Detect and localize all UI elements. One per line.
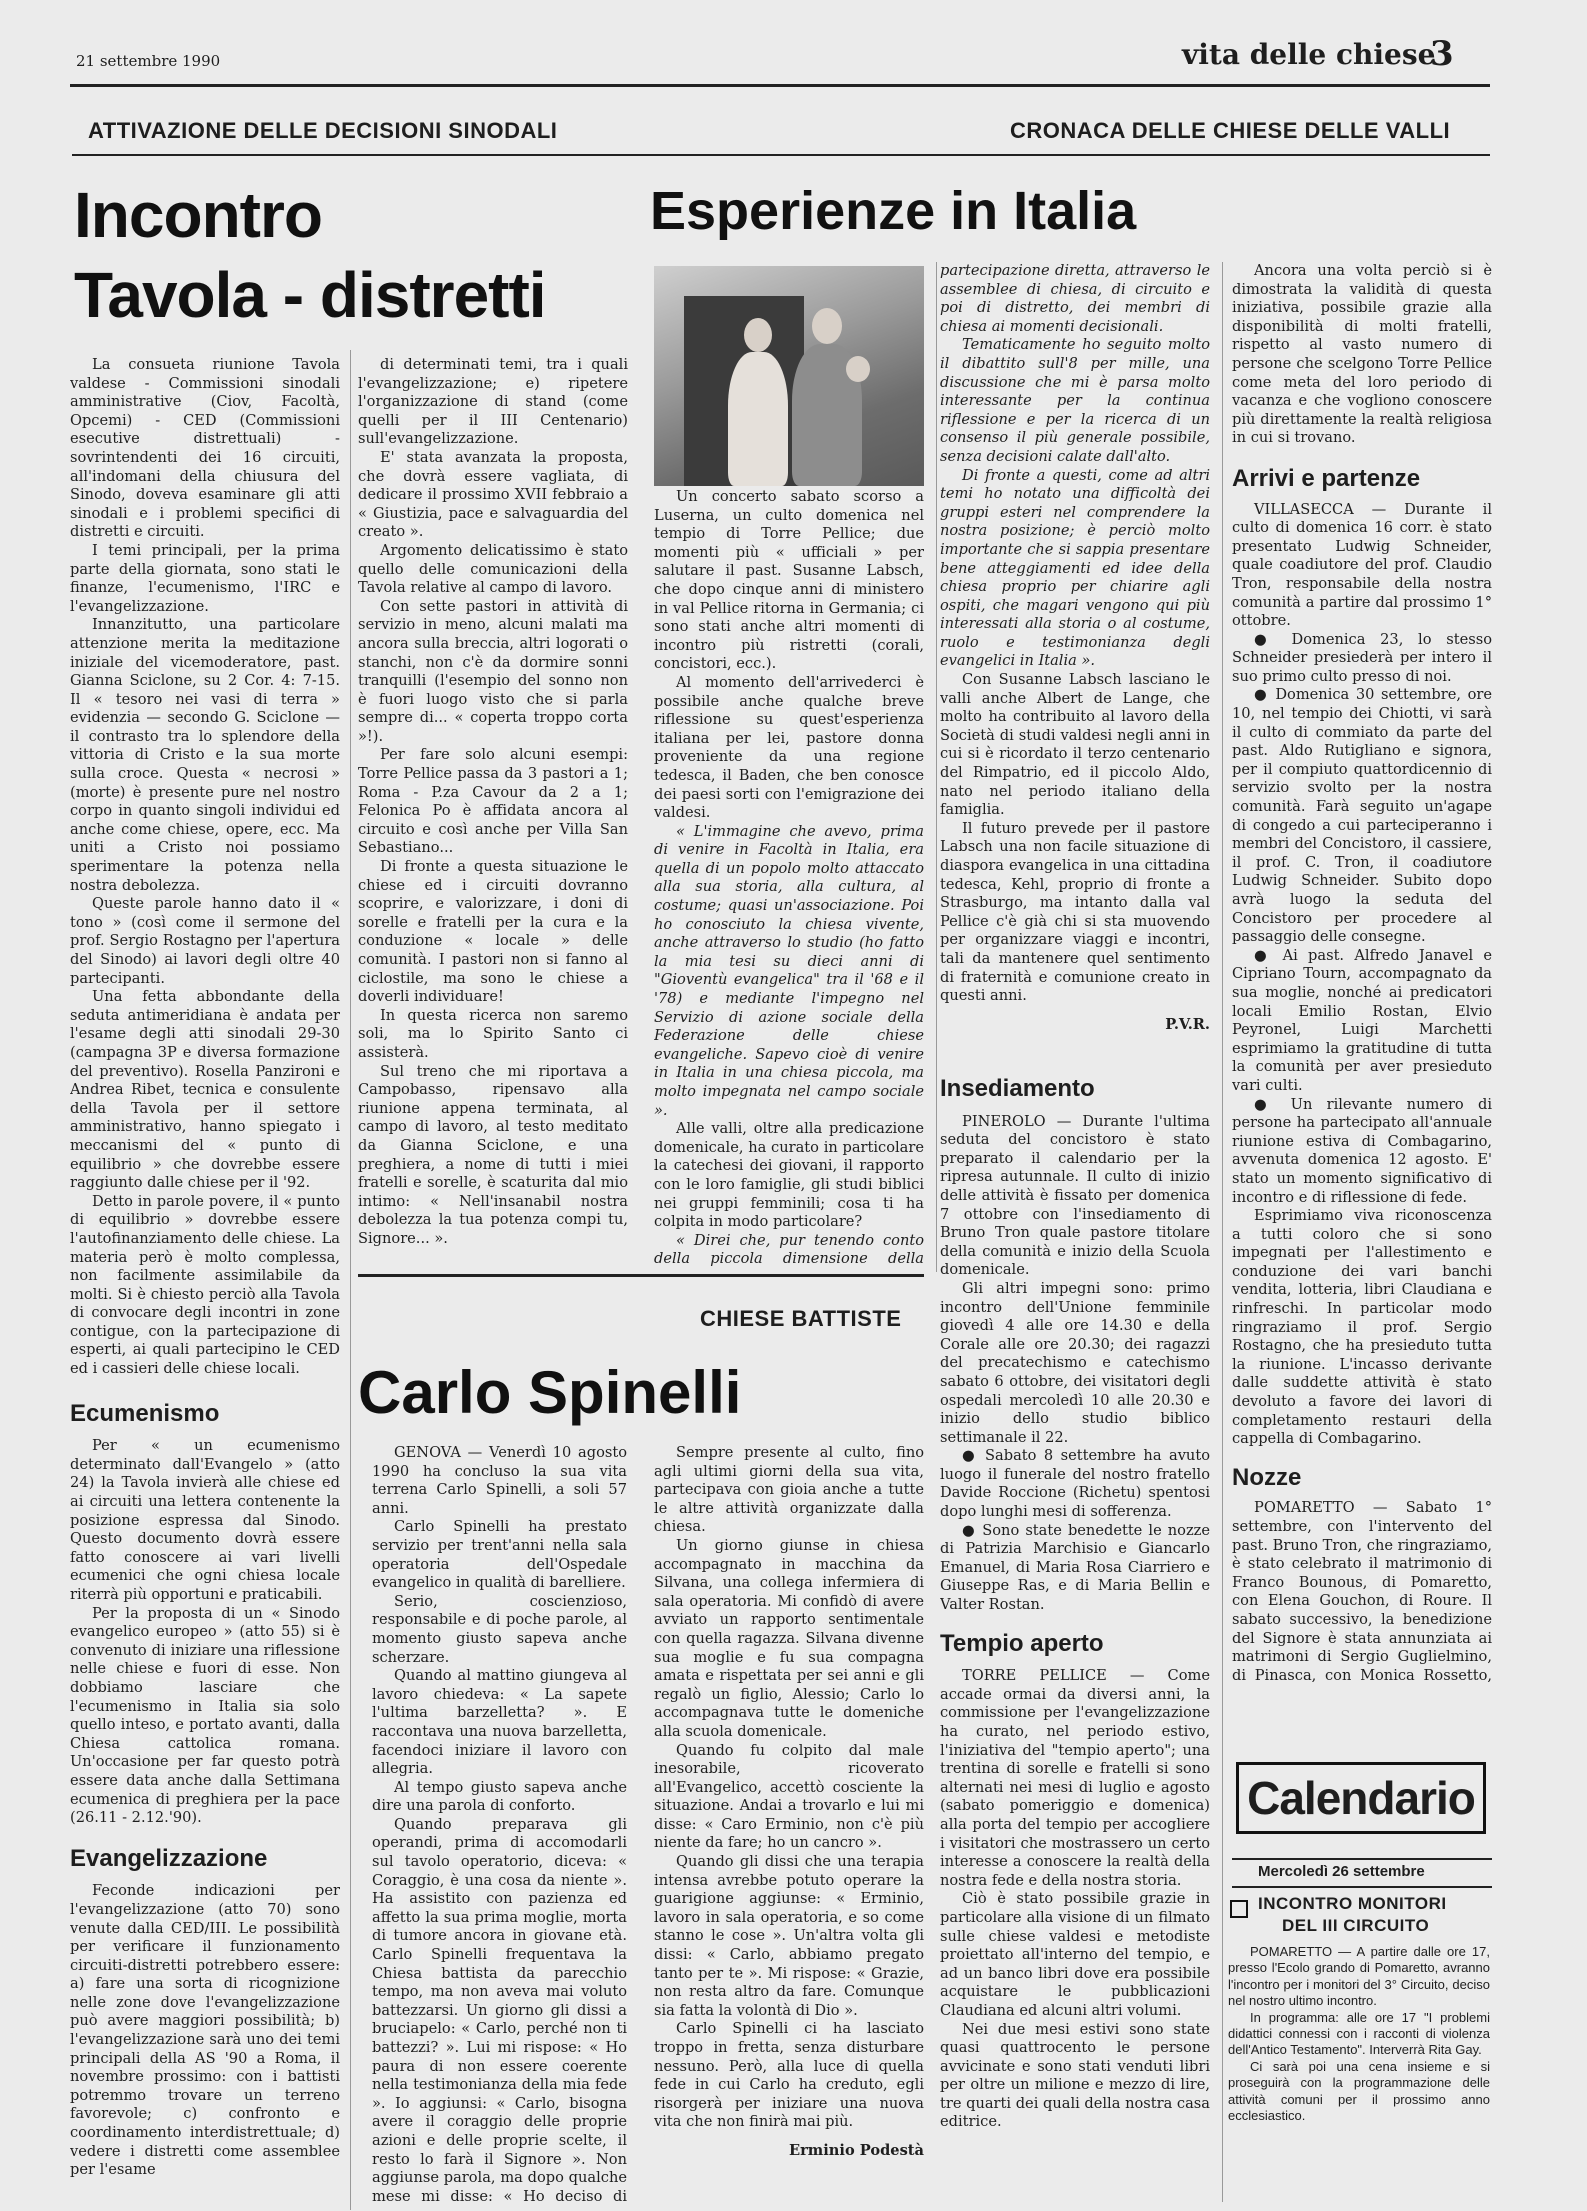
paragraph: Quando al mattino giungeva al lavoro chiedeva: « La sapete l'ultima barzelletta? ». E raccontava una nuova barzelletta, facendoci iniziare il lavoro con allegria.: [372, 1667, 627, 1778]
article1-title-2: Tavola - distretti: [74, 259, 546, 331]
paragraph: Ci sarà poi una cena insieme e si proseguirà con la programmazione delle attività comuni per il prossimo anno ecclesiastico.: [1228, 2058, 1490, 2124]
photo-person-1: [744, 318, 772, 352]
article2-author: P.V.R.: [1165, 1015, 1210, 1033]
paragraph: Carlo Spinelli ci ha lasciato troppo in fretta, senza disturbare nessuno. Però, alla luce di quella fede in cui Carlo ha creduto, egli risorgerà per iniziare una nuova vita che non finirà mai più.: [654, 2020, 924, 2131]
paragraph: Per la proposta di un « Sinodo evangelico europeo » (atto 55) si è convenuto di iniziare una riflessione nelle chiese e fuori di esse. Non dobbiamo lasciare che l'ecumenismo in Italia sia solo quello inteso, e portato avanti, dalla Chiesa cattolica romana. Un'occasione per far questo potrà essere data anche dalla Settimana ecumenica di preghiera per la pace (26.11 - 2.12.'90).: [70, 1604, 340, 1827]
paragraph: VILLASECCA — Durante il culto di domenica 16 corr. è stato presentato Ludwig Schneider, quale coadiutore del prof. Claudio Tron, responsabile della nostra comunità a partire dal prossimo 1° ottobre.: [1232, 500, 1492, 630]
paragraph: E' stata avanzata la proposta, che dovrà essere vagliata, di dedicare il prossimo XVII febbraio a « Giustizia, pace e salvaguardia del creato ».: [358, 448, 628, 541]
quote-paragraph: « Direi che, pur tenendo conto della piccola dimensione della: [654, 1231, 924, 1268]
paragraph: Alle valli, oltre alla predicazione domenicale, ha curato in particolare la catechesi dei giovani, il rapporto con le loro famiglie, gli studi biblici nei gruppi femminili; cosa ti ha colpita in modo particolare?: [654, 1120, 924, 1231]
photo-person-1-body: [728, 352, 788, 486]
paragraph: Un concerto sabato scorso a Luserna, un culto domenica nel tempio di Torre Pellice; due momenti più « ufficiali » per salutare il past. Susanne Labsch, che dopo cinque anni di ministero in val Pellice ritorna in Germania; ci sono stati anche altri momenti di incontro più ristretti (corali, concistori, ecc.).: [654, 488, 924, 673]
paragraph: Serio, coscienzioso, responsabile e di poche parole, al momento giusto sapeva anche scherzare.: [372, 1592, 627, 1666]
photo-child: [846, 356, 870, 382]
calendario-text: [1228, 1944, 1490, 2206]
photo-labsch-family: [654, 266, 924, 486]
spinelli-column-1: [372, 1444, 627, 2204]
paragraph: Una fetta abbondante della seduta antimeridiana è andata per l'esame degli atti sinodali 29-30 (campagna 3P e diversa formazione del preventivo). Rosella Panzironi e Andrea Ribet, tecnica e consulente della Tavola per il settore amministrativo, hanno spiegato i meccanismi del « punto di equilibrio » che dovrebbe essere raggiunto dalle chiese per il '92.: [70, 988, 340, 1192]
paragraph: Sempre presente al culto, fino agli ultimi giorni della sua vita, partecipava con gioia anche a tutte le altre attività organizzate dalla chiesa.: [654, 1444, 924, 1536]
divider-article2: [936, 262, 937, 1272]
paragraph: Ancora una volta perciò si è dimostrata la validità di questa iniziativa, possibile grazie alla disponibilità di molti fratelli, rispetto al vasto numero di persone che scelgono Torre Pellice come meta del loro periodo di vacanza e che vogliono conoscere più direttamente la realtà religiosa in cui si trovano.: [1232, 262, 1492, 447]
heading-insediamento: Insediamento: [940, 1075, 1095, 1102]
paragraph: Innanzitutto, una particolare attenzione merita la meditazione iniziale del vicemoderatore, past. Gianna Sciclone, su 2 Cor. 4: 7-15. Il « tesoro nei vasi di terra » evidenzia — secondo G. Sciclone — il contrasto tra lo splendore della vittoria di Cristo e la sua morte sulla croce. Questa « necrosi » (morte) è presente pure nel nostro corpo in quanto singoli individui ed anche come chiese, opere, ecc. Ma uniti a Cristo noi possiamo sperimentare la potenza nella nostra debolezza.: [70, 616, 340, 894]
paragraph: Per fare solo alcuni esempi: Torre Pellice passa da 3 pastori a 1; Roma - P.za Cavour da 2 a 1; Felonica Po è affidata ancora al circuito e così anche per Villa San Sebastiano...: [358, 746, 628, 857]
calendario-rule: [1232, 1858, 1492, 1860]
paragraph: Con sette pastori in attività di servizio in meno, alcuni malati ma ancora sulla breccia, altri logorati o stanchi, non c'è da dormire sonni tranquilli (l'esempio del sonno non è fuori luogo visto che si parla sempre di... « coperta troppo corta »!).: [358, 597, 628, 745]
calendario-event-title-2: DEL III CIRCUITO: [1282, 1916, 1430, 1935]
paragraph: Al tempo giusto sapeva anche dire una parola di conforto.: [372, 1778, 627, 1815]
quote-paragraph: partecipazione diretta, attraverso le assemblee di chiesa, di circuito e poi di distretto, dei membri di chiesa ai momenti decisionali.: [940, 262, 1210, 335]
article1-column-1: [70, 356, 340, 2211]
paragraph: ● Un rilevante numero di persone ha partecipato all'annuale riunione estiva di Combagarino, avvenuta domenica 12 agosto. E' stato un momento significativo di incontro e di riflessione di fede.: [1232, 1095, 1492, 1206]
paragraph: TORRE PELLICE — Come accade ormai da diversi anni, la commissione per l'evangelizzazione ha curato, nel periodo estivo, l'iniziativa del "tempio aperto"; una trentina di sorelle e fratelli si sono alternati nei mesi di luglio e agosto (sabato pomeriggio e domenica) alla porta del tempio per accogliere i visitatori che mostrassero un certo interesse a conoscere la realtà della nostra fede e della nostra storia.: [940, 1667, 1210, 1889]
heading-ecumenismo: Ecumenismo: [70, 1399, 220, 1427]
calendario-date: Mercoledì 26 settembre: [1258, 1863, 1425, 1880]
paragraph: I temi principali, per la prima parte della giornata, sono stati le finanze, l'ecumenismo, l'IRC e l'evangelizzazione.: [70, 541, 340, 615]
masthead-rule: [70, 84, 1490, 87]
chronicle-column-4: [1232, 262, 1492, 1682]
article2-column-2: [940, 262, 1210, 1062]
paragraph: Nei due mesi estivi sono state quasi quattrocento le persone avvicinate e sono stati venduti libri per oltre un milione e mezzo di lire, tre quarti dei quali della nostra casa editrice.: [940, 2020, 1210, 2131]
paragraph: Di fronte a questa situazione le chiese ed i circuiti dovranno scoprire, e valorizzare, i doni di sorelle e fratelli per la cura e la conduzione « locale » delle comunità. I pastori non si fanno al ciclostile, ma sono le chiese a doverli individuare!: [358, 858, 628, 1006]
paragraph: In programma: alle ore 17 "I problemi didattici connessi con i racconti di violenza dell'Antico Testamento". Interverrà Rita Gay.: [1228, 2009, 1490, 2058]
paragraph: Esprimiamo viva riconoscenza a tutti coloro che si sono impegnati per l'allestimento e conduzione dei vari banchi vendita, lotteria, libri Claudiana e rinfreschi. In particolar modo ringraziamo il prof. Sergio Rostagno, che ha presieduto tutta la riunione. L'incasso derivante dalle suddette attività è stato devoluto a favore dei lavori di completamento restauri della cappella di Combagarino.: [1232, 1207, 1492, 1448]
spinelli-top-rule: [358, 1274, 924, 1277]
paragraph: Sul treno che mi riportava a Campobasso, ripensavo alla riunione appena terminata, al campo di lavoro, al testo meditato da Gianna Sciclone, e una preghiera, a nome di tutti i miei fratelli e sorelle, è scaturita dal mio intimo: « Nell'insanabil nostra debolezza la tua potenza compi tu, Signore... ».: [358, 1062, 628, 1247]
paragraph: Detto in parole povere, il « punto di equilibrio » dovrebbe essere l'autofinanziamento delle chiese. La materia però è molto complessa, non facilmente assimilabile da molti. Si è chiesto perciò alla Tavola di convocare degli incontri in zone contigue, con la partecipazione di esperti, ai quali partecipino le CED ed i cassieri delle chiese locali.: [70, 1192, 340, 1378]
checkbox-icon: [1230, 1900, 1248, 1918]
paragraph: di determinati temi, tra i quali l'evangelizzazione; e) ripetere l'organizzazione di stand (come quelli per il III Centenario) sull'evangelizzazione.: [358, 356, 628, 448]
page-date: 21 settembre 1990: [76, 52, 221, 70]
paragraph: Gli altri impegni sono: primo incontro dell'Unione femminile giovedì 4 alle ore 14.30 e della Corale alle ore 20.30; dei ragazzi del precatechismo e catechismo sabato 6 ottobre, dei visitatori degli ospedali mercoledì 10 alle 20.30 e inizio dello studio biblico settimanale il 22.: [940, 1279, 1210, 1446]
heading-evangelizzazione: Evangelizzazione: [70, 1844, 268, 1872]
section-rule: [72, 154, 1490, 156]
heading-tempio-aperto: Tempio aperto: [940, 1629, 1104, 1657]
photo-person-2: [812, 308, 842, 344]
paragraph: Al momento dell'arrivederci è possibile anche qualche breve riflessione su quest'esperienza italiana per lei, pastore donna proveniente da una regione tedesca, il Baden, che ben conosce dei paesi sorti con l'emigrazione dei valdesi.: [654, 673, 924, 822]
paragraph: Un giorno giunse in chiesa accompagnato in macchina da Silvana, una collega infermiera di sala operatoria. Mi confidò di avere avviato un rapporto sentimentale con quella ragazza. Silvana divenne sua moglie e fu sua compagna amata e rispettata per sei anni e gli regalò un figlio, Alessio; Carlo lo accompagnava tutte le domeniche alla scuola domenicale.: [654, 1536, 924, 1740]
divider-column-4: [1222, 262, 1223, 2202]
paragraph: La consueta riunione Tavola valdese - Commissioni sinodali amministrative (Ciov, Facoltà, Opcemi) - CED (Commissioni esecutive distrettuali) - sovrintendenti dei 16 circuiti, all'indomani della chiusura del Sinodo, doveva esaminare gli atti sinodali e i problemi specifici di distretti e circuiti.: [70, 356, 340, 541]
paragraph: POMARETTO — A partire dalle ore 17, presso l'Ecolo grando di Pomaretto, avranno l'incontro per i monitori del 3° Circuito, deciso nel nostro ultimo incontro.: [1228, 1944, 1490, 2009]
spinelli-column-2: [654, 1444, 924, 2204]
heading-arrivi-partenze: Arrivi e partenze: [1232, 464, 1421, 492]
paragraph: Quando fu colpito dal male inesorabile, ricoverato all'Evangelico, accettò cosciente la situazione. Andai a trovarlo e lui mi disse: « Caro Erminio, non c'è più niente da fare; ho un cancro ».: [654, 1741, 924, 1852]
spinelli-title: Carlo Spinelli: [358, 1359, 742, 1426]
paragraph: PINEROLO — Durante l'ultima seduta del concistoro è stato preparato il calendario per la ripresa autunnale. Il culto di inizio delle attività è fissato per domenica 7 ottobre con l'insediamento di Bruno Tron quale pastore titolare della comunità e inizio della Scuola domenicale.: [940, 1112, 1210, 1279]
paragraph: Feconde indicazioni per l'evangelizzazione (atto 70) sono venute dalla CED/III. Le possibilità per verificare il funzionamento circuiti-distretti potrebbero essere: a) fare una sorta di ricognizione nelle zone dove l'evangelizzazione può avere maggiori possibilità; b) l'evangelizzazione sarà uno dei temi principali della AS '90 a Roma, il novembre prossimo: con i battisti potremmo trovare un terreno favorevole; c) confronto e coordinamento interdistrettuale; d) vedere i distretti come assemblee per l'esame: [70, 1882, 340, 2179]
paragraph: ● Sabato 8 settembre ha avuto luogo il funerale del nostro fratello Davide Roccione (Richetu) spentosi dopo lunghi mesi di sofferenza.: [940, 1447, 1210, 1521]
paragraph: ● Domenica 30 settembre, ore 10, nel tempio dei Chiotti, vi sarà il culto di commiato da parte del past. Aldo Rutigliano e signora, per il compiuto quattordicennio di servizio svolto per la nostra comunità. Farà seguito un'agape di congedo a cui parteciperanno i membri del Concistoro, il cassiere, il prof. C. Tron, il coadiutore Ludwig Schneider. Subito dopo avrà luogo la seduta del Concistoro per procedere al passaggio delle consegne.: [1232, 686, 1492, 946]
article1-title-1: Incontro: [74, 179, 322, 251]
paragraph: Quando gli dissi che una terapia intensa avrebbe potuto operare la guarigione aggiunse: « Erminio, lavoro in sala operatoria, e so come stanno le cose ». Un'altra volta gli dissi: « Carlo, abbiamo pregato tanto per te ». Mi rispose: « Grazie, non resta altro da fare. Comunque sia fatta la volontà di Dio ».: [654, 1853, 924, 2019]
section-left: ATTIVAZIONE DELLE DECISIONI SINODALI: [88, 118, 558, 143]
divider-left-column: [350, 350, 351, 2210]
paragraph: Queste parole hanno dato il « tono » (così come il sermone del prof. Sergio Rostagno per l'apertura del Sinodo) ai lavori degli oltre 40 partecipanti.: [70, 895, 340, 987]
paragraph: ● Ai past. Alfredo Janavel e Cipriano Tourn, accompagnato da sua moglie, nonché ai predicatori locali Emilio Rostan, Elvio Peyronel, Luigi Marchetti esprimiamo la gratitudine di tutta la comunità per aver presieduto vari culti.: [1232, 946, 1492, 1094]
quote-paragraph: « L'immagine che avevo, prima di venire in Facoltà in Italia, era quella di un popolo molto attaccato alla sua storia, alla cultura, al costume; quasi un'associazione. Poi ho conosciuto la chiesa vivente, anche attraverso lo studio (ho fatto la mia tesi su dieci anni di "Gioventù evangelica" tra il '68 e il '78) e mediante l'impegno nel Servizio di azione sociale della Federazione delle chiese evangeliche. Sapevo cioè di venire in Italia in una chiesa piccola, ma molto impegnata nel campo sociale ».: [654, 822, 924, 1119]
paragraph: POMARETTO — Sabato 1° settembre, con l'intervento del past. Bruno Tron, che ringraziamo, è stato celebrato il matrimonio di Franco Bounous, di Pomaretto, con Elena Gouchon, di Roure. Il sabato successivo, la benedizione del Signore è stata annunziata ai matrimoni di Sergio Guglielmino, di Pinasca, con Monica Rossetto,: [1232, 1499, 1492, 1682]
heading-nozze: Nozze: [1232, 1463, 1302, 1491]
article1-column-2: [358, 356, 628, 1256]
paragraph: Il futuro prevede per il pastore Labsch una non facile situazione di diaspora evangelica in una cittadina tedesca, Kehl, proprio di fronte a Strasburgo, ma intanto dalla val Pellice c'è già chi si sta muovendo per organizzare viaggi e incontri, tali da mantenere quel sentimento di fraternità e comunione creato in questi anni.: [940, 819, 1210, 1005]
paragraph: Quando preparava gli operandi, prima di accomodarli sul tavolo operatorio, diceva: « Coraggio, è una cosa da niente ». Ha assistito con pazienza ed affetto la sua prima moglie, morta di tumore ancora in giovane età. Carlo Spinelli frequentava la Chiesa battista da parecchio tempo, ma non aveva mai voluto battezzarsi. Un giorno gli dissi a bruciapelo: « Carlo, perché non ti battezzi? ». Lui mi rispose: « Ho paura di non essere coerente nella testimonianza della mia fede ». Io aggiunsi: « Carlo, bisogna avere il coraggio delle proprie azioni e delle proprie scelte, il resto lo farà il Signore ». Non aggiunse parola, ma dopo qualche mese mi disse: « Ho deciso di: [372, 1815, 627, 2204]
chronicle-column-3: [940, 1070, 1210, 2210]
page-number: 3: [1430, 34, 1454, 74]
article2-column-1: [654, 488, 924, 1268]
paragraph: Ciò è stato possibile grazie in particolare alla visione di un filmato sulle chiese valdesi e metodiste proiettato all'interno del tempio, e ad un banco libri dove era possibile acquistare le pubblicazioni Claudiana ed alcuni altri volumi.: [940, 1890, 1210, 2019]
paragraph: Con Susanne Labsch lasciano le valli anche Albert de Lange, che molto ha contribuito al lavoro della Società di studi valdesi negli anni in cui si è ricordato il terzo centenario del Rimpatrio, ed il piccolo Aldo, nato nel periodo italiano della famiglia.: [940, 671, 1210, 819]
paragraph: Per « un ecumenismo determinato dall'Evangelo » (atto 24) la Tavola invierà alle chiese ed ai circuiti una lettera contenente la posizione espressa dal Sinodo. Questo documento dovrà essere fatto conoscere ai vari livelli ecumenici che ogni chiesa locale riterrà più opportuni e praticabili.: [70, 1437, 340, 1603]
calendario-box: Calendario: [1236, 1762, 1486, 1834]
chiese-battiste-label: CHIESE BATTISTE: [700, 1306, 902, 1331]
quote-paragraph: Tematicamente ho seguito molto il dibattito sull'8 per mille, una discussione che mi è parsa molto interessante per la continua riflessione e per la ricerca di un consenso il più generale possibile, senza decisioni calate dall'alto.: [940, 336, 1210, 465]
calendario-rule-2: [1232, 1886, 1492, 1888]
section-right: CRONACA DELLE CHIESE DELLE VALLI: [1010, 118, 1451, 143]
paragraph: ● Sono state benedette le nozze di Patrizia Marchisio e Giancarlo Emanuel, di Maria Rosa Ciarriero e Giuseppe Ras, e di Maria Bellin e Valter Rostan.: [940, 1521, 1210, 1614]
paragraph: GENOVA — Venerdì 10 agosto 1990 ha concluso la sua vita terrena Carlo Spinelli, a soli 57 anni.: [372, 1444, 627, 1517]
spinelli-author: Erminio Podestà: [789, 2141, 924, 2159]
article2-title: Esperienze in Italia: [650, 181, 1137, 241]
paragraph: ● Domenica 23, lo stesso Schneider presiederà per intero il suo primo culto presso di noi.: [1232, 630, 1492, 685]
quote-paragraph: Di fronte a questi, come ad altri temi ho notato una difficoltà dei gruppi esteri nel comprendere la nostra posizione; è perciò molto importante che si sappia presentare bene atteggiamenti ed idee della chiesa proprio per chiarire agli ospiti, che magari vengono qui più interessati alla storia o al costume, ruolo e testimonianza degli evangelici in Italia ».: [940, 466, 1210, 670]
paper-name: vita delle chiese: [1182, 38, 1436, 71]
calendario-event-title-1: INCONTRO MONITORI: [1258, 1894, 1447, 1913]
paragraph: Argomento delicatissimo è stato quello delle comunicazioni della Tavola relative al campo di lavoro.: [358, 541, 628, 597]
paragraph: In questa ricerca non saremo soli, ma lo Spirito Santo ci assisterà.: [358, 1006, 628, 1061]
paragraph: Carlo Spinelli ha prestato servizio per trent'anni nella sala operatoria dell'Ospedale evangelico in qualità di barelliere.: [372, 1518, 627, 1592]
